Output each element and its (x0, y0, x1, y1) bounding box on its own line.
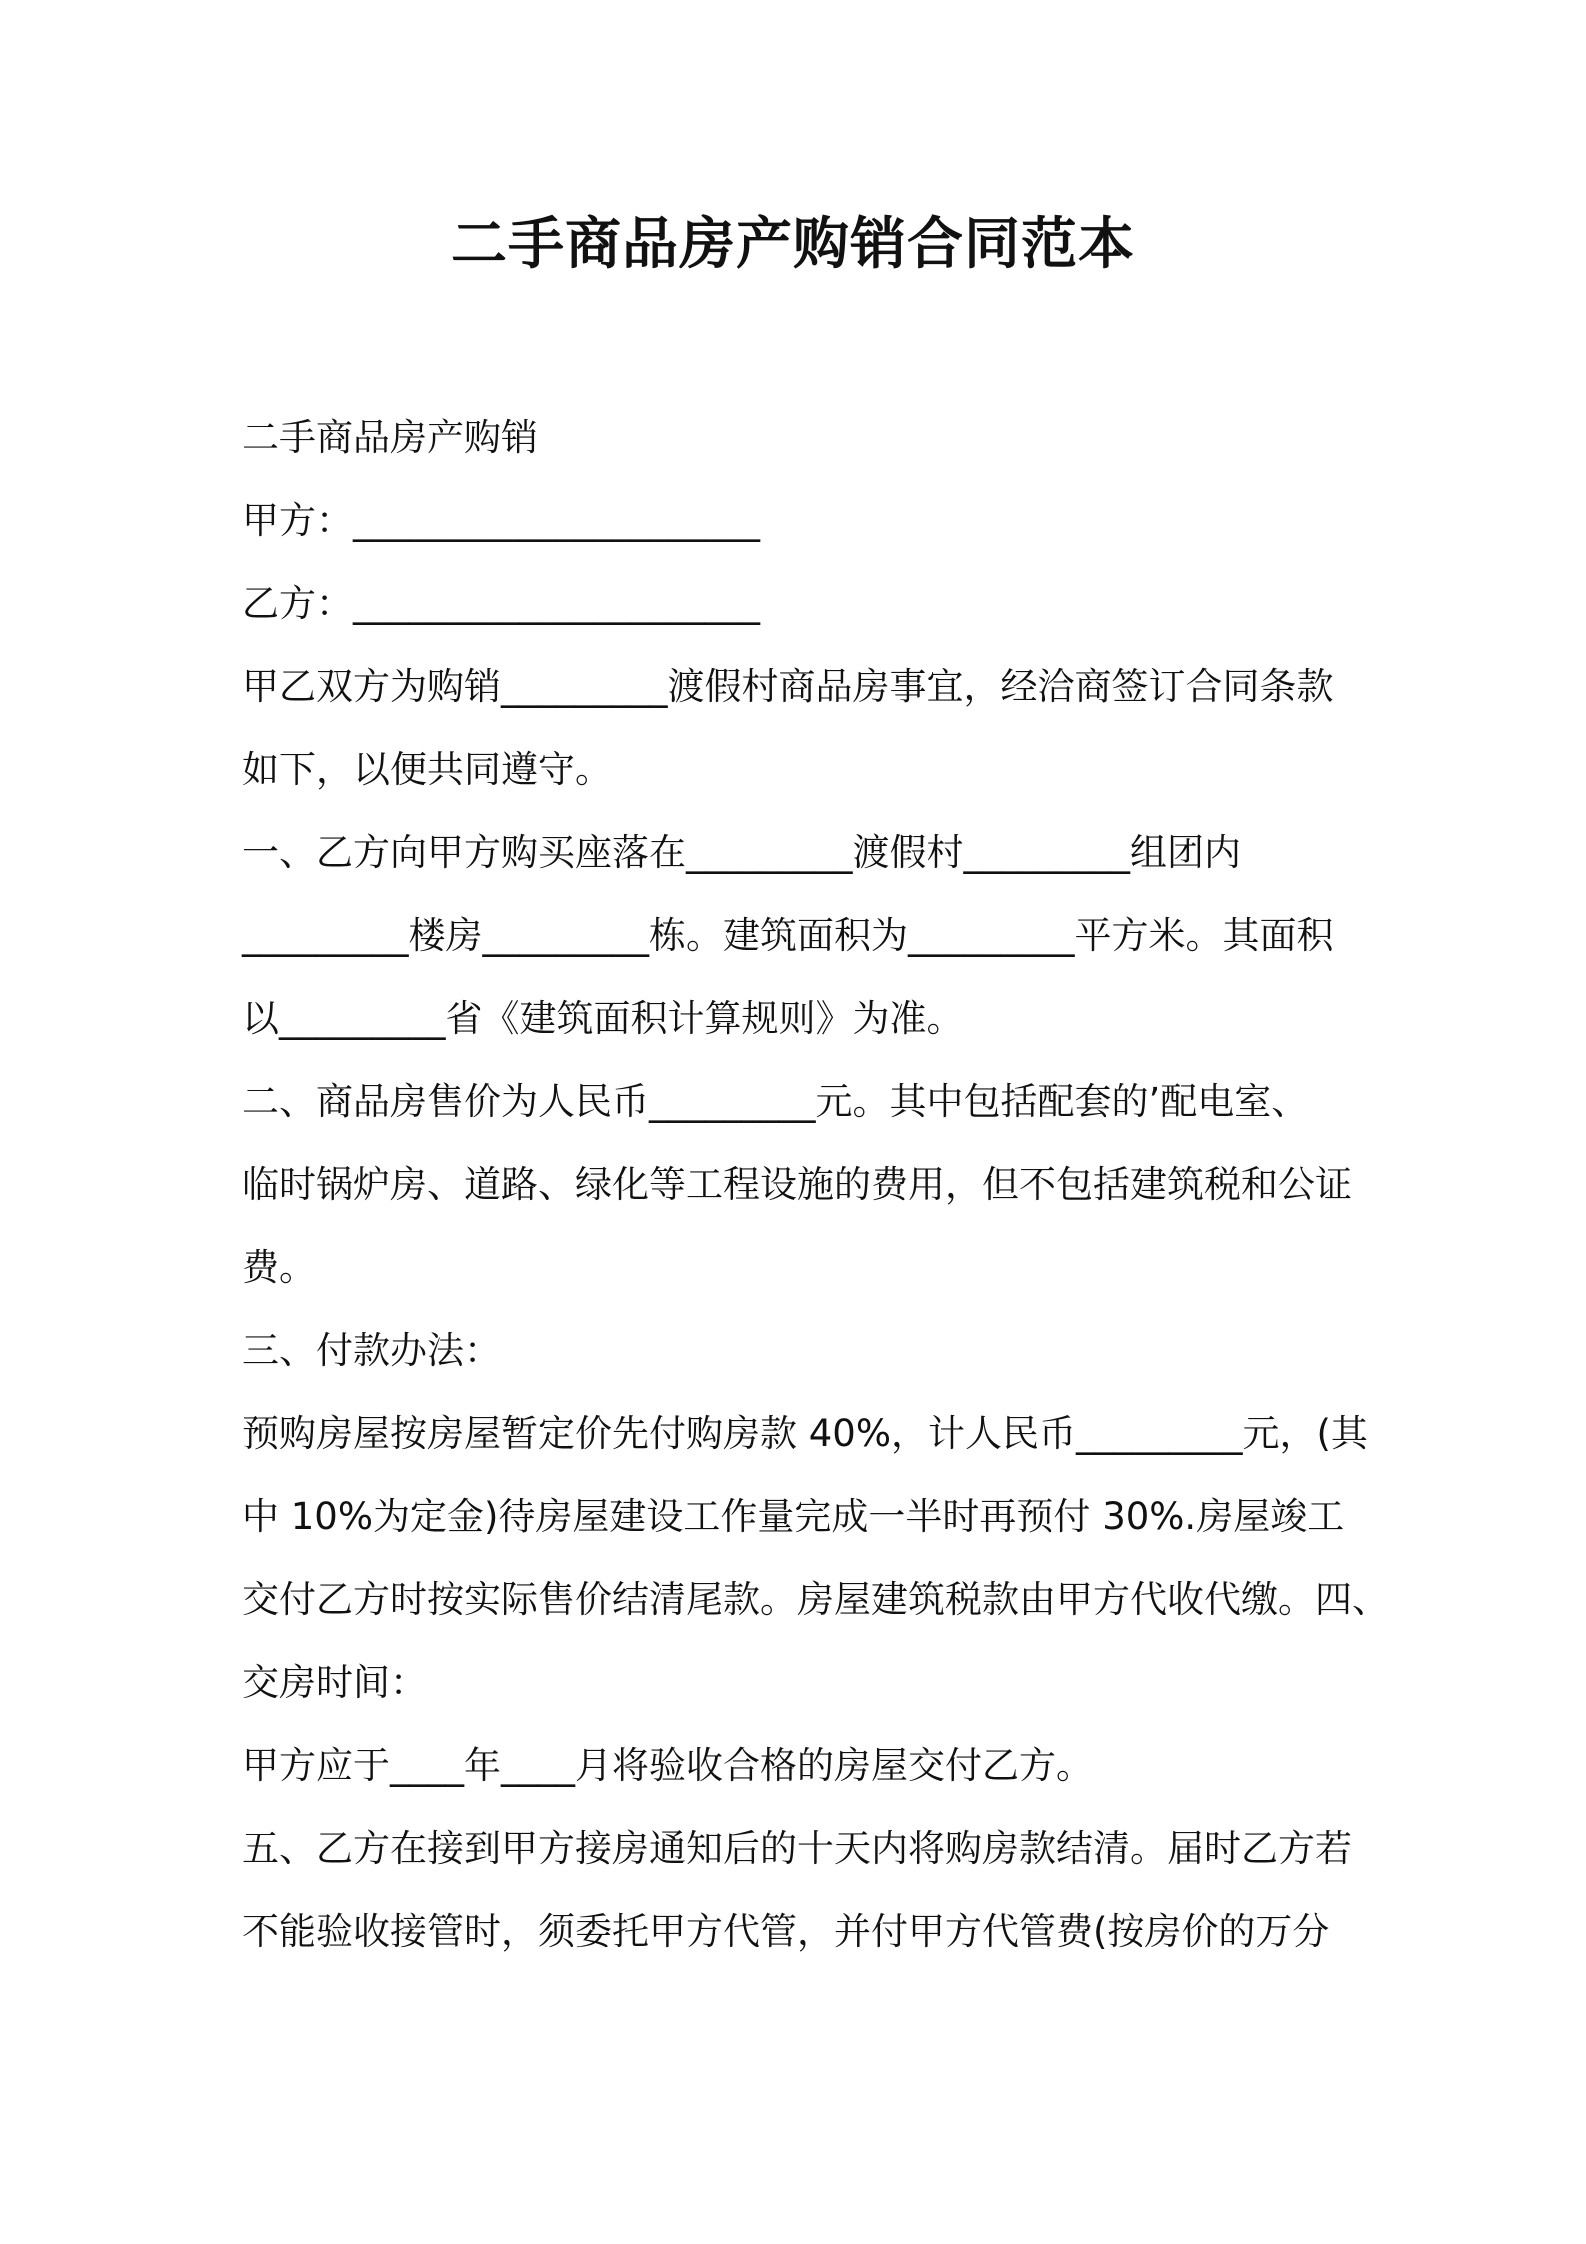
clause-2-line-3: 费。 (242, 1246, 316, 1289)
document-title: 二手商品房产购销合同范本 (451, 212, 1135, 277)
clause-5-line-2: 不能验收接管时，须委托甲方代管，并付甲方代管费(按房价的万分 (242, 1910, 1330, 1953)
clause-3-heading: 三、付款办法： (242, 1329, 501, 1372)
clause-2-line-2: 临时锅炉房、道路、绿化等工程设施的费用，但不包括建筑税和公证 (242, 1163, 1352, 1206)
clause-1-line-2: _________楼房_________栋。建筑面积为_________平方米。其面积 (242, 914, 1334, 957)
clause-1-line-1: 一、乙方向甲方购买座落在_________渡假村_________组团内 (242, 831, 1241, 874)
clause-2-line-1: 二、商品房售价为人民币_________元。其中包括配套的’配电室、 (242, 1080, 1309, 1123)
preamble-line-2: 如下，以便共同遵守。 (242, 748, 612, 791)
clause-3-line-3: 交付乙方时按实际售价结清尾款。房屋建筑税款由甲方代收代缴。四、 (242, 1578, 1389, 1621)
intro-heading: 二手商品房产购销 (242, 416, 538, 459)
clause-4-line-1: 甲方应于____年____月将验收合格的房屋交付乙方。 (242, 1744, 1093, 1787)
clause-1-line-3: 以_________省《建筑面积计算规则》为准。 (242, 997, 964, 1040)
clause-3-line-1: 预购房屋按房屋暂定价先付购房款 40%，计人民币_________元，(其 (242, 1412, 1368, 1455)
party-b-line: 乙方：______________________ (242, 582, 760, 625)
clause-3-line-2: 中 10%为定金)待房屋建设工作量完成一半时再预付 30%.房屋竣工 (242, 1495, 1345, 1538)
clause-4-heading: 交房时间： (242, 1661, 427, 1704)
party-a-line: 甲方：______________________ (242, 499, 760, 542)
preamble-line-1: 甲乙双方为购销_________渡假村商品房事宜，经洽商签订合同条款 (242, 665, 1334, 708)
clause-5-line-1: 五、乙方在接到甲方接房通知后的十天内将购房款结清。届时乙方若 (242, 1827, 1352, 1870)
